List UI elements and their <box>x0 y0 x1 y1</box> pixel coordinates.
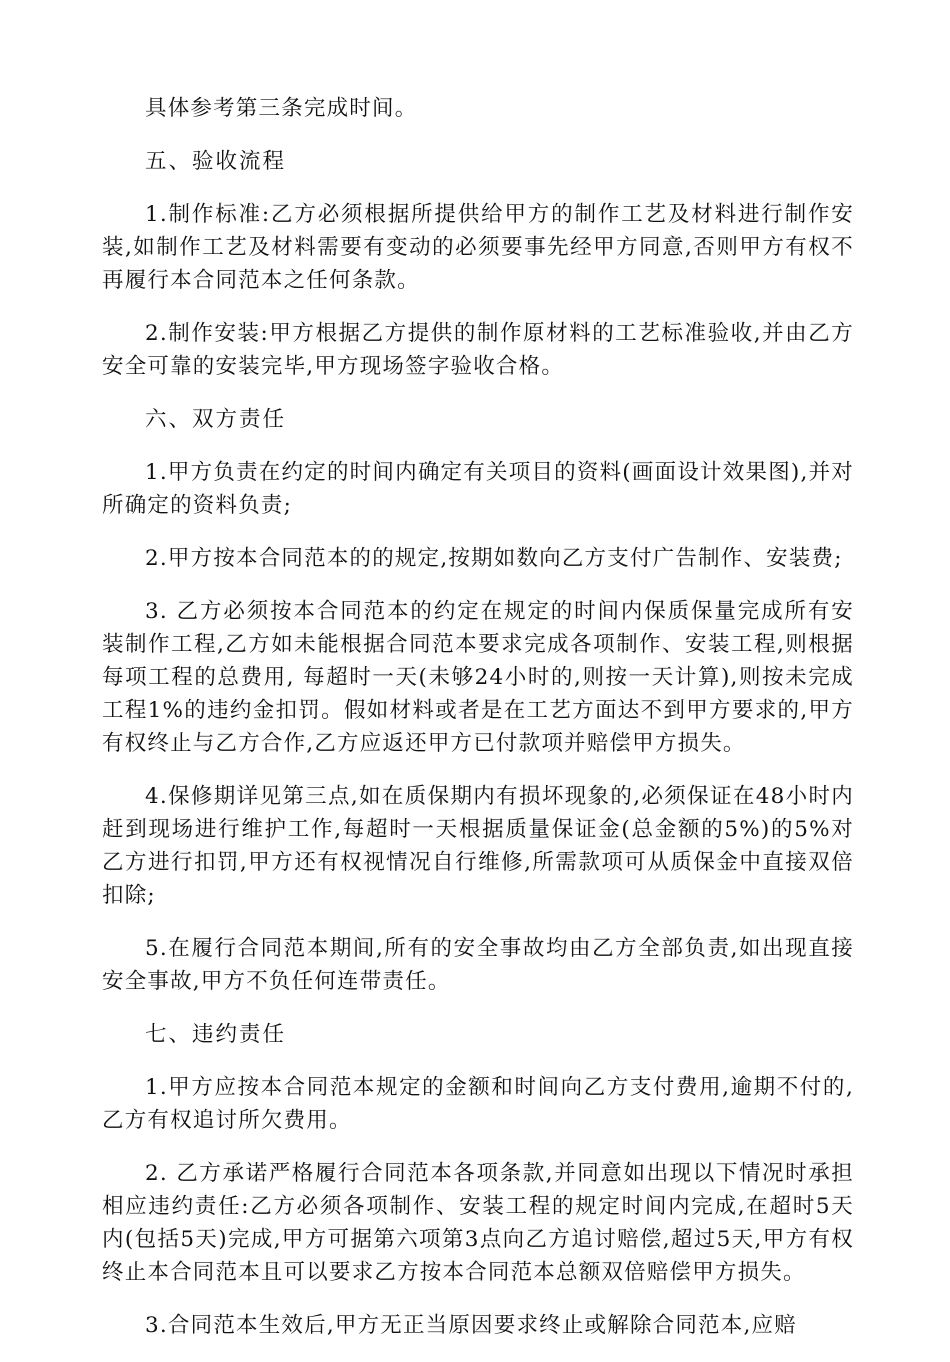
paragraph-party-b-breach: 2. 乙方承诺严格履行合同范本各项条款,并同意如出现以下情况时承担相应违约责任:乙方必须各项制作、安装工程的规定时间内完成,在超时5天内(包括5天)完成,甲方可据第六项第3点向乙方追讨赔偿,超过5天,甲方有权终止本合同范本且可以要求乙方按本合同范本总额双倍赔偿甲方损失。 <box>102 1161 854 1285</box>
section-heading-breach: 七、违约责任 <box>145 1022 287 1047</box>
paragraph-production-installation: 2.制作安装:甲方根据乙方提供的制作原材料的工艺标准验收,并由乙方安全可靠的安装完毕,甲方现场签字验收合格。 <box>102 321 854 379</box>
paragraph-production-standard: 1.制作标准:乙方必须根据所提供给甲方的制作工艺及材料进行制作安装,如制作工艺及材料需要有变动的必须要事先经甲方同意,否则甲方有权不再履行本合同范本之任何条款。 <box>102 202 854 293</box>
paragraph-party-a-breach: 1.甲方应按本合同范本规定的金额和时间向乙方支付费用,逾期不付的,乙方有权追讨所欠费用。 <box>102 1075 854 1133</box>
paragraph-termination: 3.合同范本生效后,甲方无正当原因要求终止或解除合同范本,应赔 <box>145 1313 797 1338</box>
section-heading-responsibilities: 六、双方责任 <box>145 407 287 432</box>
paragraph-party-a-materials: 1.甲方负责在约定的时间内确定有关项目的资料(画面设计效果图),并对所确定的资料负责; <box>102 460 854 518</box>
paragraph-party-a-payment: 2.甲方按本合同范本的的规定,按期如数向乙方支付广告制作、安装费; <box>145 546 843 571</box>
section-heading-acceptance: 五、验收流程 <box>145 149 287 174</box>
paragraph-safety: 5.在履行合同范本期间,所有的安全事故均由乙方全部负责,如出现直接安全事故,甲方不负任何连带责任。 <box>102 936 854 994</box>
paragraph-party-b-completion: 3. 乙方必须按本合同范本的约定在规定的时间内保质保量完成所有安装制作工程,乙方如未能根据合同范本要求完成各项制作、安装工程,则根据每项工程的总费用, 每超时一天(未够24小时的,则按一天计算),则按未完成工程1%的违约金扣罚。假如材料或者是在工艺方面达不到甲方要求的,甲方有权终止与乙方合作,乙方应返还甲方已付款项并赔偿甲方损失。 <box>102 599 854 756</box>
paragraph-completion-time: 具体参考第三条完成时间。 <box>145 96 418 121</box>
paragraph-warranty: 4.保修期详见第三点,如在质保期内有损坏现象的,必须保证在48小时内赶到现场进行维护工作,每超时一天根据质量保证金(总金额的5%)的5%对乙方进行扣罚,甲方还有权视情况自行维修,所需款项可从质保金中直接双倍扣除; <box>102 784 854 908</box>
document-body <box>102 92 854 1362</box>
